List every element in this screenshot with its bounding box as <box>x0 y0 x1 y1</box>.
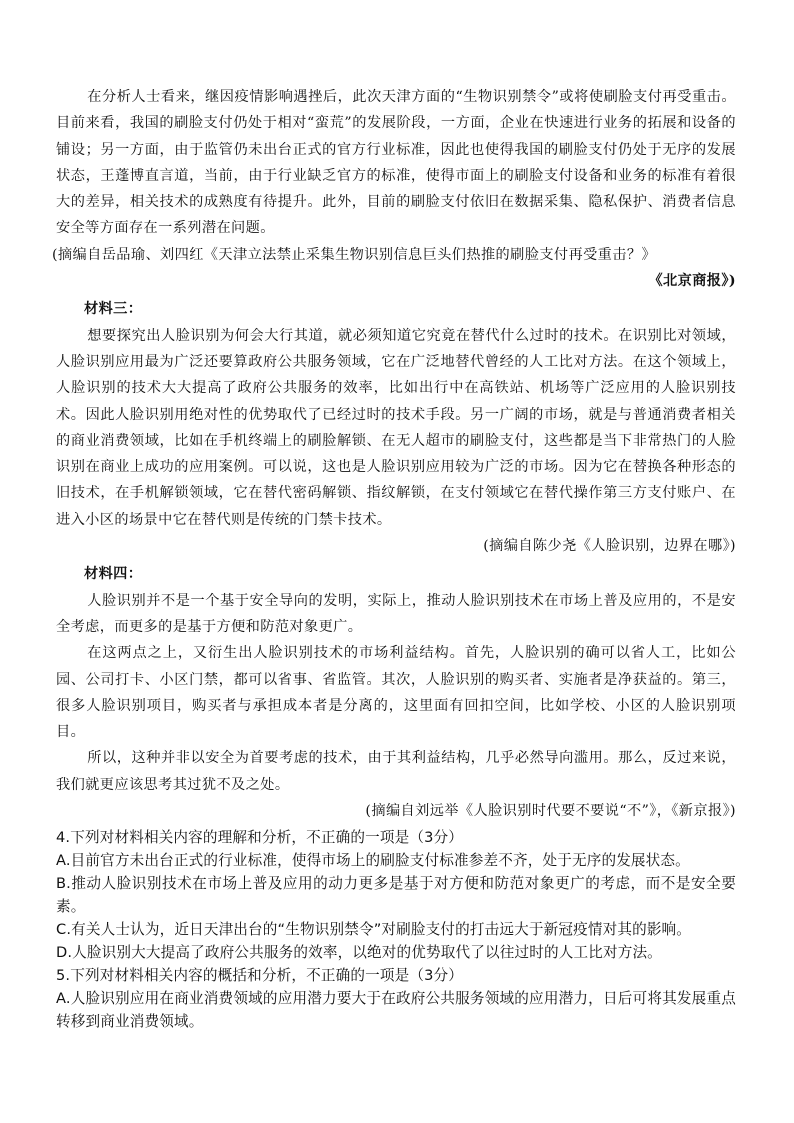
material4-paragraph-1: 人脸识别并不是一个基于安全导向的发明，实际上，推动人脸识别技术在市场上普及应用的，不是安全考虑，而更多的是基于方便和防范对象更广。 <box>56 592 736 635</box>
material2-source-publication: 《北京商报》) <box>648 273 736 290</box>
reading-materials <box>52 84 736 824</box>
question-5 <box>56 965 736 1034</box>
material4-paragraph-2: 在这两点之上，又衍生出人脸识别技术的市场利益结构。首先，人脸识别的确可以省人工，比如公园、公司打卡、小区门禁，都可以省事、省监管。其次，人脸识别的购买者、实施者是净获益的。第三，很多人脸识别项目，购买者与承担成本者是分离的，这里面有回扣空间，比如学校、小区的人脸识别项目。 <box>56 645 736 741</box>
question-4-option-c: C.有关人士认为，近日天津出台的“生物识别禁令”对刷脸支付的打击远大于新冠疫情对其的影响。 <box>56 920 692 938</box>
question-5-stem: 5.下列对材料相关内容的概括和分析，不正确的一项是（3分） <box>56 966 463 984</box>
material3-source: (摘编自陈少尧《人脸识别，边界在哪》) <box>483 538 736 555</box>
question-4-option-b: B.推动人脸识别技术在市场上普及应用的动力更多是基于对方便和防范对象更广的考虑，而不是安全要素。 <box>56 875 736 916</box>
material2-source: (摘编自岳品瑜、刘四红《天津立法禁止采集生物识别信息巨头们热推的刷脸支付再受重击？》 <box>52 246 657 263</box>
material4-source: (摘编自刘远举《人脸识别时代要不要说“不”》，《新京报》) <box>365 803 736 820</box>
question-4-option-a: A.目前官方未出台正式的行业标准，使得市场上的刷脸支付标准参差不齐，处于无序的发展状态。 <box>56 852 690 870</box>
material2-paragraph: 在分析人士看来，继因疫情影响遇挫后，此次天津方面的“生物识别禁令”或将使刷脸支付再受重击。目前来看，我国的刷脸支付仍处于相对“蛮荒”的发展阶段，一方面，企业在快速进行业务的拓展和设备的铺设；另一方面，由于监管仍未出台正式的官方行业标准，因此也使得我国的刷脸支付仍处于无序的发展状态，王蓬博直言道，当前，由于行业缺乏官方的标准，使得市面上的刷脸支付设备和业务的标准有着很大的差异，相关技术的成熟度有待提升。此外，目前的刷脸支付依旧在数据采集、隐私保护、消费者信息安全等方面存在一系列潜在问题。 <box>56 89 736 237</box>
question-4-option-d: D.人脸识别大大提高了政府公共服务的效率，以绝对的优势取代了以往过时的人工比对方法。 <box>56 943 662 961</box>
material3-heading: 材料三： <box>84 301 143 318</box>
material4-paragraph-3: 所以，这种并非以安全为首要考虑的技术，由于其利益结构，几乎必然导向滥用。那么，反过来说，我们就更应该思考其过犹不及之处。 <box>56 750 736 793</box>
material4-heading: 材料四： <box>84 566 143 583</box>
exam-page <box>52 84 736 1033</box>
question-4 <box>56 827 736 964</box>
material3-paragraph: 想要探究出人脸识别为何会大行其道，就必须知道它究竟在替代什么过时的技术。在识别比对领域，人脸识别应用最为广泛还要算政府公共服务领域，它在广泛地替代曾经的人工比对方法。在这个领域上，人脸识别的技术大大提高了政府公共服务的效率，比如出行中在高铁站、机场等广泛应用的人脸识别技术。因此人脸识别用绝对性的优势取代了已经过时的技术手段。另一广阔的市场，就是与普通消费者相关的商业消费领域，比如在手机终端上的刷脸解锁、在无人超市的刷脸支付，这些都是当下非常热门的人脸识别在商业上成功的应用案例。可以说，这也是人脸识别应用较为广泛的市场。因为它在替换各种形态的旧技术，在手机解锁领域，它在替代密码解锁、指纹解锁，在支付领域它在替代操作第三方支付账户、在进入小区的场景中它在替代则是传统的门禁卡技术。 <box>56 327 736 528</box>
question-5-option-a: A.人脸识别应用在商业消费领域的应用潜力要大于在政府公共服务领域的应用潜力，日后可将其发展重点转移到商业消费领域。 <box>56 989 736 1030</box>
question-4-stem: 4.下列对材料相关内容的理解和分析，不正确的一项是（3分） <box>56 829 463 847</box>
